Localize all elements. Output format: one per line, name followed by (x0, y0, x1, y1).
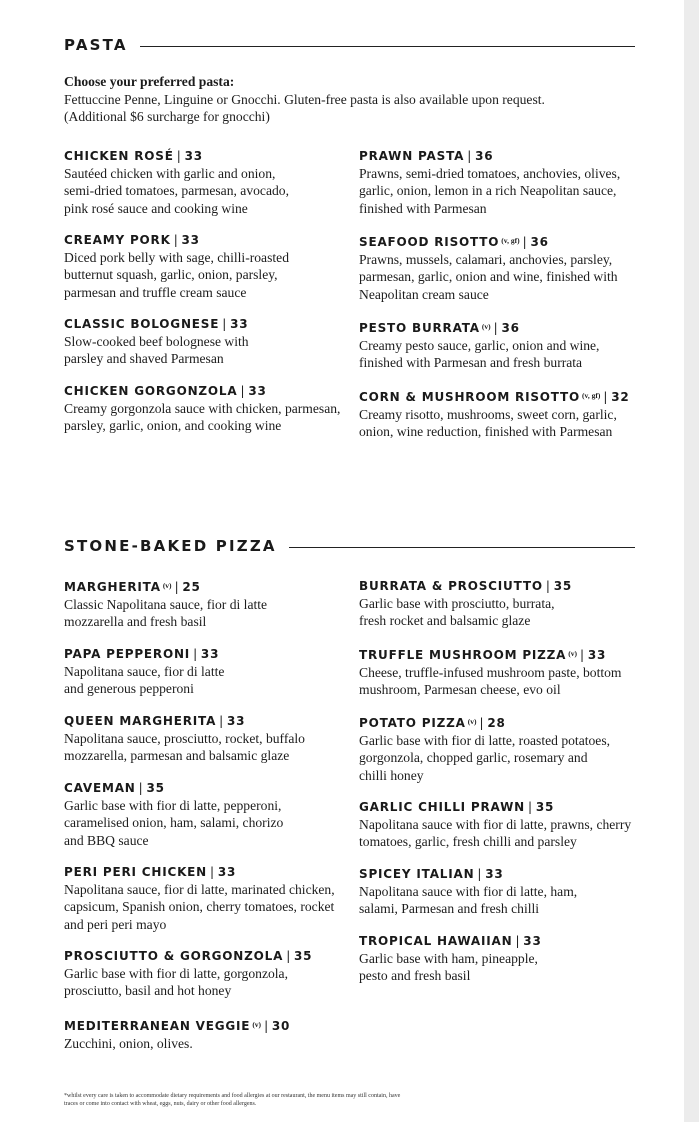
menu-item-name: MARGHERITA (64, 580, 161, 594)
price-separator: | (515, 934, 521, 948)
menu-item-header (359, 933, 649, 949)
menu-item-description: Creamy pesto sauce, garlic, onion and wine, finished with Parmesan and fresh burrata (359, 338, 600, 371)
dietary-tag: (v) (252, 1020, 262, 1029)
menu-item-price: 33 (217, 865, 237, 879)
menu-item-name: CREAMY PORK (64, 233, 171, 247)
price-separator: | (219, 714, 225, 728)
menu-item (359, 578, 649, 630)
menu-item-description: Classic Napolitana sauce, fior di latte mozzarella and fresh basil (64, 597, 268, 630)
menu-item (64, 316, 354, 368)
dietary-tag: (v, gf) (582, 391, 601, 400)
menu-item-name: CORN & MUSHROOM RISOTTO (359, 390, 581, 404)
dietary-tag: (v) (467, 717, 477, 726)
price-separator: | (545, 579, 551, 593)
price-separator: | (193, 647, 198, 661)
pizza-section-title: STONE-BAKED PIZZA (64, 537, 277, 555)
menu-item-header (359, 388, 649, 405)
menu-item-name: PESTO BURRATA (359, 321, 480, 335)
pasta-section-header (64, 36, 635, 54)
menu-item-name: CLASSIC BOLOGNESE (64, 317, 220, 331)
price-separator: | (522, 235, 528, 249)
price-separator: | (176, 149, 182, 163)
menu-item (64, 1017, 354, 1052)
menu-item-description: Creamy gorgonzola sauce with chicken, parmesan, parsley, garlic, onion, and cooking wine (64, 401, 341, 434)
menu-item (64, 148, 354, 217)
menu-item-price: 35 (146, 781, 165, 795)
menu-item-header (359, 714, 649, 731)
menu-item-name: PROSCIUTTO & GORGONZOLA (64, 949, 284, 963)
menu-item (359, 866, 649, 918)
menu-item-name: CHICKEN ROSÉ (64, 149, 174, 163)
pizza-header-rule (289, 547, 635, 548)
menu-item (64, 646, 354, 698)
menu-item (64, 713, 354, 765)
menu-item (64, 864, 354, 933)
menu-item-name: TROPICAL HAWAIIAN (359, 934, 513, 948)
menu-item-header (359, 148, 649, 164)
price-separator: | (138, 781, 144, 795)
menu-item (359, 148, 649, 217)
menu-item-description: Napolitana sauce, fior di latte and generous pepperoni (64, 664, 225, 697)
price-separator: | (240, 384, 246, 398)
menu-item-price: 35 (553, 579, 572, 593)
menu-item-header (64, 1017, 354, 1034)
price-separator: | (603, 390, 609, 404)
price-separator: | (173, 233, 179, 247)
menu-item-header (359, 799, 649, 815)
menu-item-description: Cheese, truffle-infused mushroom paste, bottom mushroom, Parmesan cheese, evo oil (359, 665, 622, 698)
menu-item-description: Napolitana sauce with fior di latte, prawns, cherry tomatoes, garlic, fresh chilli and parsley (359, 817, 632, 850)
dietary-tag: (v) (162, 581, 172, 590)
menu-item-name: POTATO PIZZA (359, 716, 466, 730)
pasta-section-title: PASTA (64, 36, 128, 54)
menu-item (64, 383, 354, 435)
menu-item-header (359, 319, 649, 336)
price-separator: | (174, 580, 180, 594)
menu-item-price: 33 (200, 647, 220, 661)
menu-item-header (64, 948, 354, 964)
menu-item-description: Sautéed chicken with garlic and onion, semi-dried tomatoes, parmesan, avocado, pink rosé sauce and cooking wine (64, 166, 289, 216)
price-separator: | (477, 867, 483, 881)
menu-item-description: Diced pork belly with sage, chilli-roasted butternut squash, garlic, onion, parsley, parmesan and truffle cream sauce (64, 250, 289, 300)
allergen-footnote: *whilst every care is taken to accommodate dietary requirements and food allergies at our restaurant, the menu items may still contain, have traces or come into contact with wheat, eggs, nuts, dairy or other food allergens. (64, 1093, 401, 1107)
menu-item-header (64, 780, 354, 796)
menu-item-name: MEDITERRANEAN VEGGIE (64, 1019, 251, 1033)
vertical-scrollbar[interactable] (684, 0, 699, 1122)
menu-item-price: 35 (535, 800, 555, 814)
menu-item-name: BURRATA & PROSCIUTTO (359, 579, 543, 593)
menu-item-price: 33 (184, 149, 203, 163)
menu-item-description: Garlic base with prosciutto, burrata, fresh rocket and balsamic glaze (359, 596, 555, 629)
menu-item-price: 33 (587, 648, 607, 662)
price-separator: | (264, 1019, 269, 1033)
menu-item-description: Prawns, mussels, calamari, anchovies, parsley, parmesan, garlic, onion and wine, finished with Neapolitan cream sauce (359, 252, 618, 302)
pasta-intro-text: Fettuccine Penne, Linguine or Gnocchi. Gluten-free pasta is also available upon request. (Additional $6 surcharge for gnocchi) (64, 91, 545, 124)
dietary-tag: (v) (481, 322, 491, 331)
price-separator: | (222, 317, 228, 331)
menu-item-price: 33 (523, 934, 542, 948)
price-separator: | (210, 865, 215, 879)
menu-item-price: 36 (501, 321, 520, 335)
menu-item-name: CHICKEN GORGONZOLA (64, 384, 238, 398)
pizza-section-header (64, 537, 635, 555)
menu-item-header (359, 233, 649, 250)
menu-item-price: 32 (611, 390, 630, 404)
menu-item-price: 33 (227, 714, 246, 728)
menu-item-name: QUEEN MARGHERITA (64, 714, 217, 728)
menu-item-name: CAVEMAN (64, 781, 136, 795)
menu-item-description: Slow-cooked beef bolognese with parsley and shaved Parmesan (64, 334, 249, 367)
menu-item-header (64, 383, 354, 399)
menu-item-description: Napolitana sauce, prosciutto, rocket, buffalo mozzarella, parmesan and balsamic glaze (64, 731, 305, 764)
menu-item-price: 36 (530, 235, 549, 249)
menu-item-description: Zucchini, onion, olives. (64, 1036, 193, 1051)
price-separator: | (479, 716, 485, 730)
menu-item-name: PERI PERI CHICKEN (64, 865, 208, 879)
menu-item-header (64, 148, 354, 164)
menu-item-header (64, 232, 354, 248)
menu-item (359, 933, 649, 985)
menu-item (359, 388, 649, 441)
menu-item (359, 233, 649, 303)
menu-item-description: Garlic base with fior di latte, gorgonzola, prosciutto, basil and hot honey (64, 966, 288, 999)
menu-item-name: SEAFOOD RISOTTO (359, 235, 500, 249)
menu-item-description: Garlic base with fior di latte, pepperoni, caramelised onion, ham, salami, chorizo and BBQ sauce (64, 798, 284, 848)
menu-item-description: Garlic base with fior di latte, roasted potatoes, gorgonzola, chopped garlic, rosemary and chilli honey (359, 733, 611, 783)
menu-item-description: Napolitana sauce, fior di latte, marinated chicken, capsicum, Spanish onion, cherry tomatoes, rocket and peri peri mayo (64, 882, 335, 932)
menu-item-header (359, 578, 649, 594)
dietary-tag: (v, gf) (501, 236, 520, 245)
menu-item-description: Prawns, semi-dried tomatoes, anchovies, olives, garlic, onion, lemon in a rich Neapolitan sauce, finished with Parmesan (359, 166, 621, 216)
menu-item-price: 30 (271, 1019, 291, 1033)
menu-item (64, 780, 354, 849)
price-separator: | (286, 949, 292, 963)
dietary-tag: (v) (568, 649, 578, 658)
menu-item (359, 799, 649, 851)
menu-item-name: TRUFFLE MUSHROOM PIZZA (359, 648, 567, 662)
menu-item-header (64, 316, 354, 332)
menu-item-header (64, 646, 354, 662)
menu-item-price: 33 (230, 317, 249, 331)
menu-item-header (64, 713, 354, 729)
menu-item (359, 319, 649, 372)
price-separator: | (580, 648, 585, 662)
price-separator: | (528, 800, 533, 814)
price-separator: | (493, 321, 499, 335)
price-separator: | (467, 149, 473, 163)
menu-item-header (359, 866, 649, 882)
menu-item-price: 33 (181, 233, 200, 247)
menu-item-header (64, 864, 354, 880)
menu-item (64, 578, 354, 631)
menu-item-header (359, 646, 649, 663)
menu-item (359, 646, 649, 699)
pasta-intro (64, 73, 624, 126)
pasta-intro-heading: Choose your preferred pasta: (64, 74, 235, 89)
menu-item-price: 35 (294, 949, 313, 963)
menu-item-name: GARLIC CHILLI PRAWN (359, 800, 525, 814)
menu-item-description: Creamy risotto, mushrooms, sweet corn, garlic, onion, wine reduction, finished with Parmesan (359, 407, 617, 440)
menu-item-name: PAPA PEPPERONI (64, 647, 191, 661)
menu-item-name: PRAWN PASTA (359, 149, 465, 163)
menu-item-header (64, 578, 354, 595)
menu-item-description: Garlic base with ham, pineapple, pesto and fresh basil (359, 951, 538, 984)
menu-item (64, 232, 354, 301)
menu-item-name: SPICEY ITALIAN (359, 867, 475, 881)
menu-item-price: 36 (475, 149, 494, 163)
menu-item-price: 33 (248, 384, 267, 398)
menu-item-description: Napolitana sauce with fior di latte, ham, salami, Parmesan and fresh chilli (359, 884, 578, 917)
menu-item-price: 25 (182, 580, 201, 594)
menu-item (359, 714, 649, 784)
pasta-header-rule (140, 46, 635, 47)
menu-item-price: 33 (485, 867, 504, 881)
menu-item (64, 948, 354, 1000)
menu-item-price: 28 (487, 716, 506, 730)
